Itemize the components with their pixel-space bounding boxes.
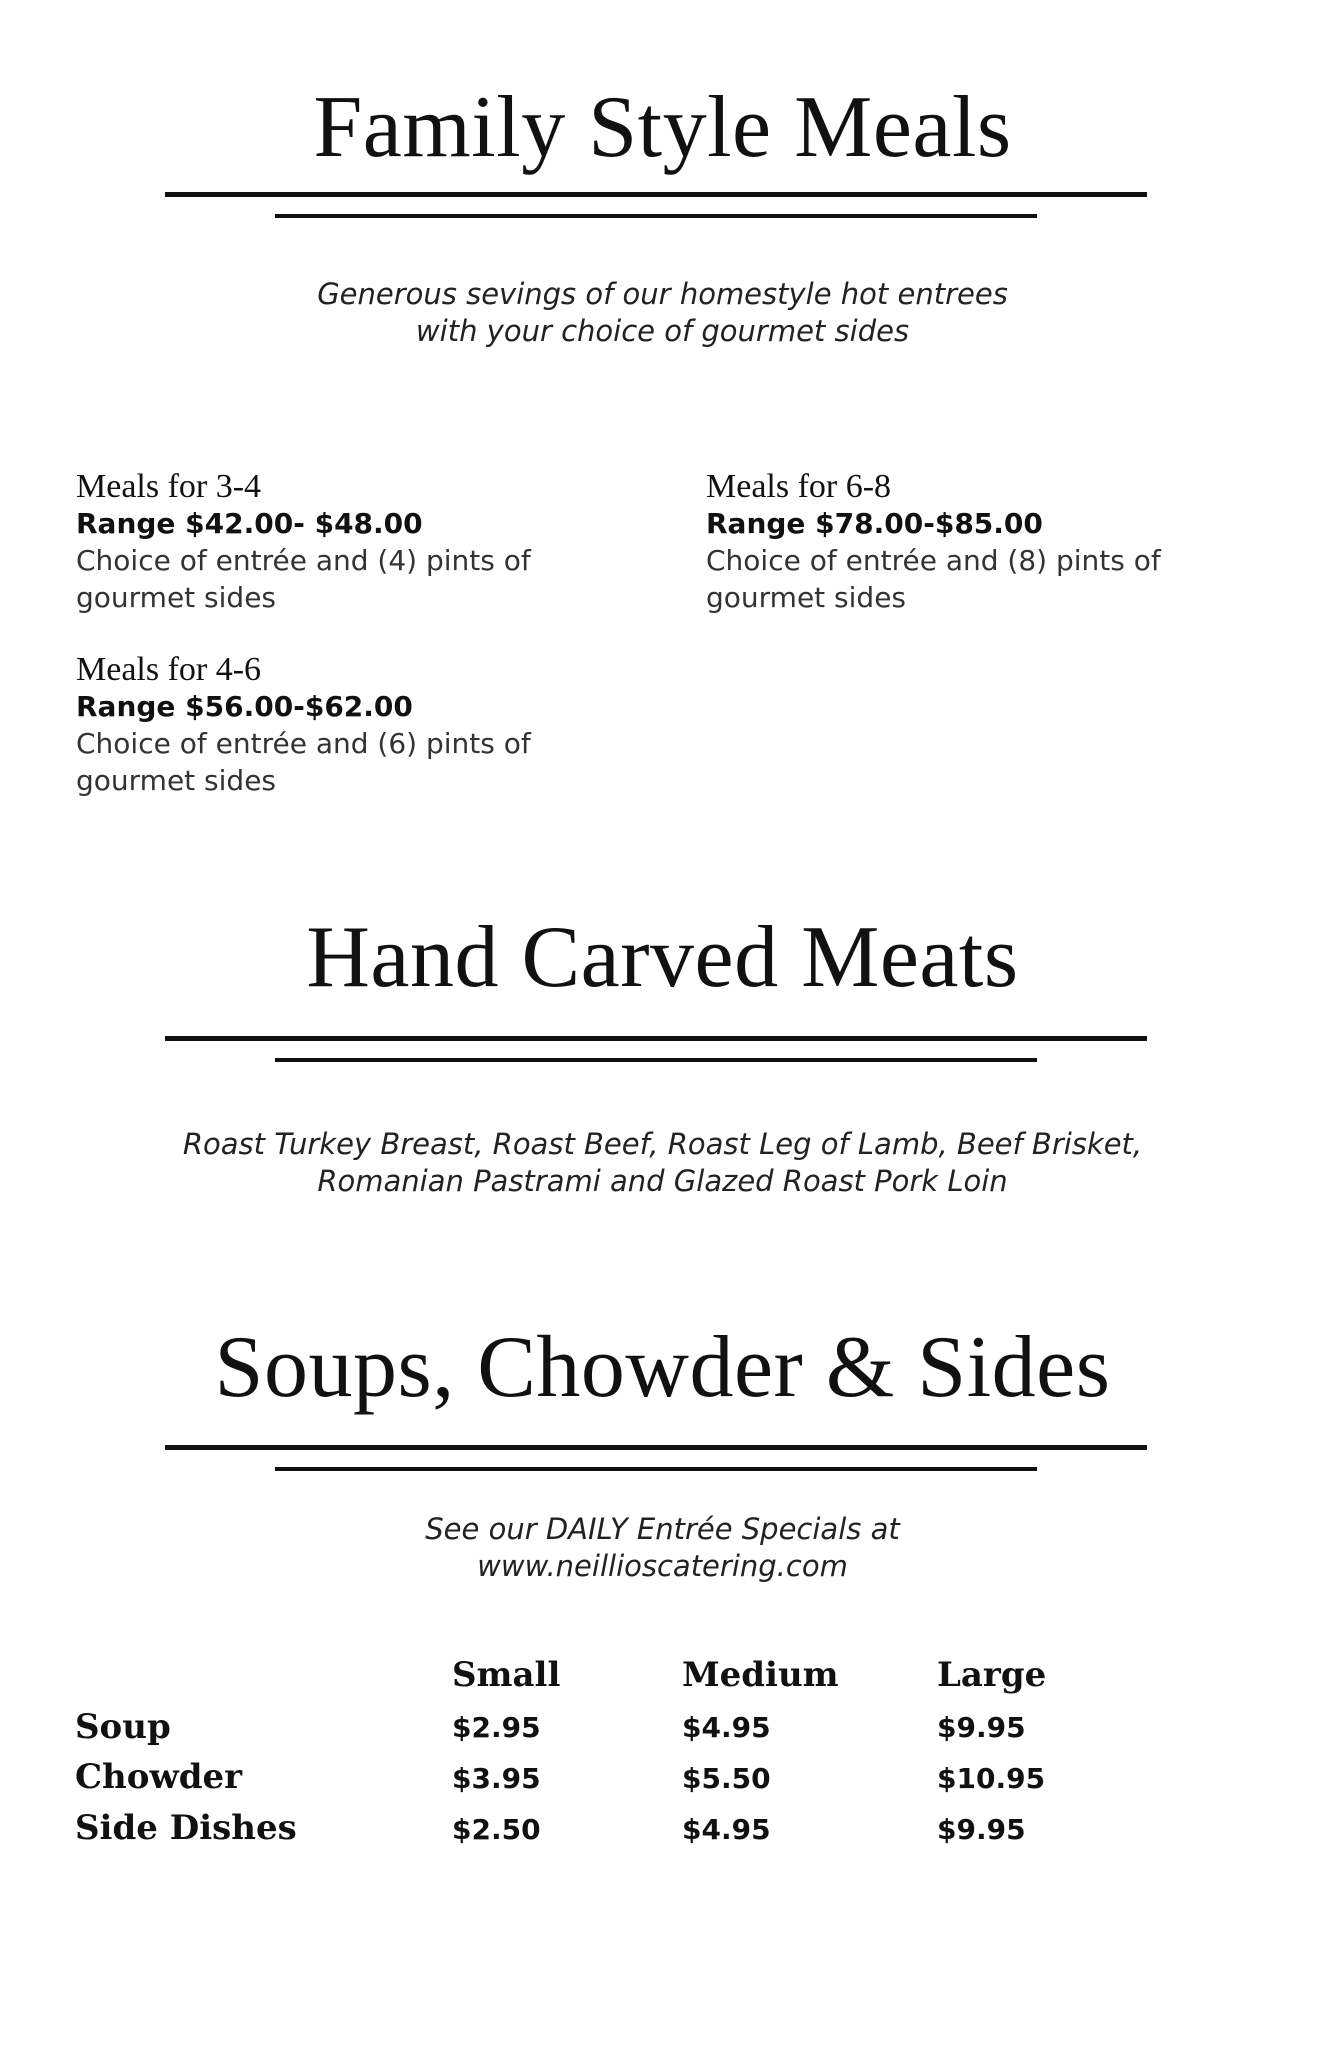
meal-range: Range $56.00-$62.00 <box>76 690 413 723</box>
price-cell: $2.95 <box>452 1711 541 1744</box>
price-cell: $3.95 <box>452 1762 541 1795</box>
row-label-soup: Soup <box>75 1707 171 1747</box>
price-cell: $4.95 <box>682 1711 771 1744</box>
family-intro <box>0 276 1325 350</box>
title-rule-long <box>165 192 1147 197</box>
meal-item <box>706 468 1266 616</box>
price-cell: $5.50 <box>682 1762 771 1795</box>
meal-name: Meals for 3-4 <box>76 468 262 505</box>
title-rule-long <box>165 1036 1147 1041</box>
title-rule-short <box>275 214 1037 218</box>
price-cell: $9.95 <box>937 1711 1026 1744</box>
carved-intro-line-2: Romanian Pastrami and Glazed Roast Pork Loin <box>317 1164 1008 1198</box>
meal-desc-line-1: Choice of entrée and (4) pints of <box>76 544 531 577</box>
column-header-large: Large <box>937 1655 1047 1695</box>
price-cell: $10.95 <box>937 1762 1046 1795</box>
price-cell: $4.95 <box>682 1813 771 1846</box>
meal-range: Range $78.00-$85.00 <box>706 507 1043 540</box>
column-header-small: Small <box>452 1655 561 1695</box>
price-cell: $2.50 <box>452 1813 541 1846</box>
soups-intro-line-2: www.neillioscatering.com <box>477 1549 848 1583</box>
family-intro-line-1: Generous sevings of our homestyle hot entrees <box>317 277 1008 311</box>
family-style-title: Family Style Meals <box>313 79 1012 176</box>
title-rule-short <box>275 1058 1037 1062</box>
carved-intro-line-1: Roast Turkey Breast, Roast Beef, Roast Leg of Lamb, Beef Brisket, <box>182 1127 1143 1161</box>
hand-carved-title: Hand Carved Meats <box>306 909 1019 1006</box>
soups-intro <box>0 1511 1325 1585</box>
row-label-side-dishes: Side Dishes <box>75 1808 297 1848</box>
price-cell: $9.95 <box>937 1813 1026 1846</box>
row-label-chowder: Chowder <box>75 1757 243 1797</box>
title-rule-long <box>165 1445 1147 1450</box>
title-rule-short <box>275 1467 1037 1471</box>
meal-desc-line-2: gourmet sides <box>76 581 277 614</box>
meal-item <box>76 468 636 616</box>
meal-range: Range $42.00- $48.00 <box>76 507 423 540</box>
meal-desc-line-1: Choice of entrée and (6) pints of <box>76 727 531 760</box>
soups-title: Soups, Chowder & Sides <box>214 1319 1111 1416</box>
meal-desc-line-2: gourmet sides <box>706 581 907 614</box>
meal-desc-line-2: gourmet sides <box>76 764 277 797</box>
carved-intro <box>0 1126 1325 1200</box>
meal-name: Meals for 4-6 <box>76 651 262 688</box>
column-header-medium: Medium <box>682 1655 839 1695</box>
soups-intro-line-1: See our DAILY Entrée Specials at <box>425 1512 900 1546</box>
meal-desc-line-1: Choice of entrée and (8) pints of <box>706 544 1161 577</box>
family-intro-line-2: with your choice of gourmet sides <box>415 314 910 348</box>
meal-item <box>76 651 636 799</box>
meal-name: Meals for 6-8 <box>706 468 892 505</box>
